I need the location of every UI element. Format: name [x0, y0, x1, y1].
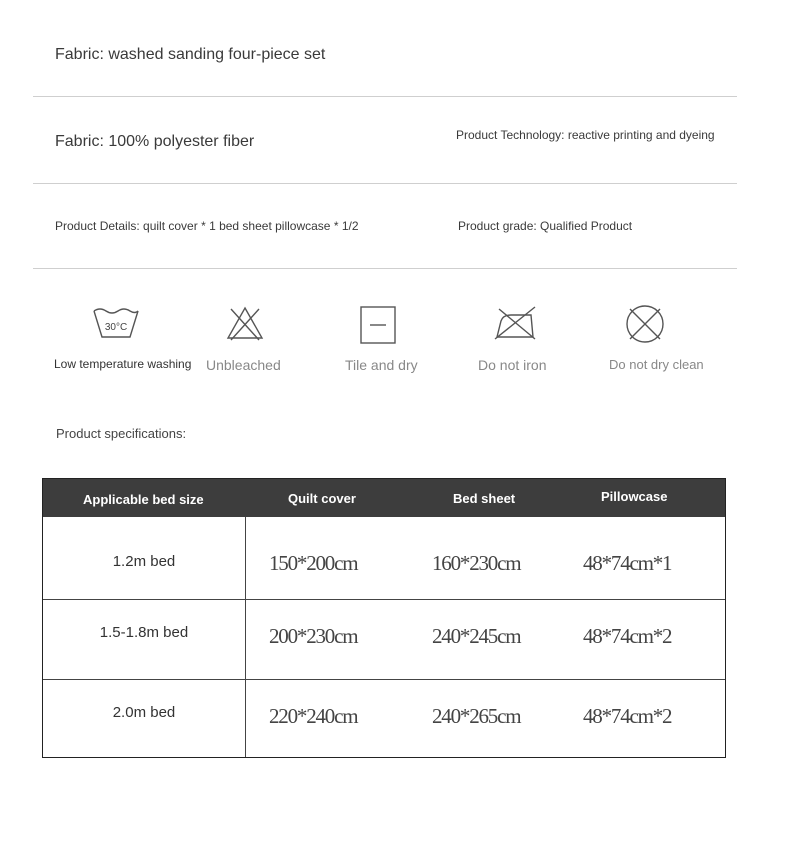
care-label-dry: Tile and dry	[345, 357, 418, 373]
care-item-dryclean	[565, 303, 725, 345]
table-row-3-sheet: 240*265cm	[432, 704, 521, 728]
table-row-3-size: 2.0m bed	[112, 704, 176, 721]
do-not-iron-icon	[491, 303, 539, 343]
divider	[33, 96, 737, 97]
spec-table	[42, 478, 726, 758]
column-divider	[245, 517, 246, 757]
header-bed-sheet: Bed sheet	[453, 491, 516, 506]
table-row-1-size: 1.2m bed	[112, 553, 176, 570]
care-label-dryclean: Do not dry clean	[609, 357, 704, 372]
table-row-3-pillow: 48*74cm*2	[583, 704, 672, 728]
table-row-2-sheet: 240*245cm	[432, 624, 521, 648]
details-text: Product Details: quilt cover * 1 bed sheet pillowcase * 1/2	[55, 219, 359, 233]
row-divider	[43, 679, 725, 680]
table-row-3-quilt: 220*240cm	[269, 704, 358, 728]
do-not-dry-clean-icon	[624, 303, 666, 345]
table-row-1-quilt: 150*200cm	[269, 551, 358, 575]
care-label-iron: Do not iron	[478, 357, 547, 373]
table-row-2-pillow: 48*74cm*2	[583, 624, 672, 648]
table-row-1-pillow: 48*74cm*1	[583, 551, 672, 575]
technology-text: Product Technology: reactive printing and dyeing	[456, 128, 715, 142]
care-item-dry	[298, 303, 458, 345]
do-not-bleach-icon	[225, 303, 265, 343]
header-pillowcase: Pillowcase	[601, 489, 668, 504]
fabric-material-text: Fabric: 100% polyester fiber	[55, 133, 255, 150]
care-label-bleach: Unbleached	[206, 357, 281, 373]
care-label-wash: Low temperature washing	[54, 357, 192, 371]
table-row-1-sheet: 160*230cm	[432, 551, 521, 575]
specs-title: Product specifications:	[56, 426, 187, 441]
divider	[33, 268, 737, 269]
tumble-flat-dry-icon	[358, 303, 398, 345]
header-quilt-cover: Quilt cover	[288, 491, 356, 506]
table-row-2-size: 1.5-1.8m bed	[99, 624, 189, 641]
header-bed-size: Applicable bed size	[83, 492, 204, 507]
row-divider	[43, 599, 725, 600]
table-row-2-quilt: 200*230cm	[269, 624, 358, 648]
fabric-set-text: Fabric: washed sanding four-piece set	[55, 46, 326, 63]
divider	[33, 183, 737, 184]
wash-30-icon	[90, 303, 142, 343]
grade-text: Product grade: Qualified Product	[458, 219, 633, 233]
svg-text:30°C: 30°C	[104, 322, 128, 333]
table-header	[43, 479, 725, 517]
